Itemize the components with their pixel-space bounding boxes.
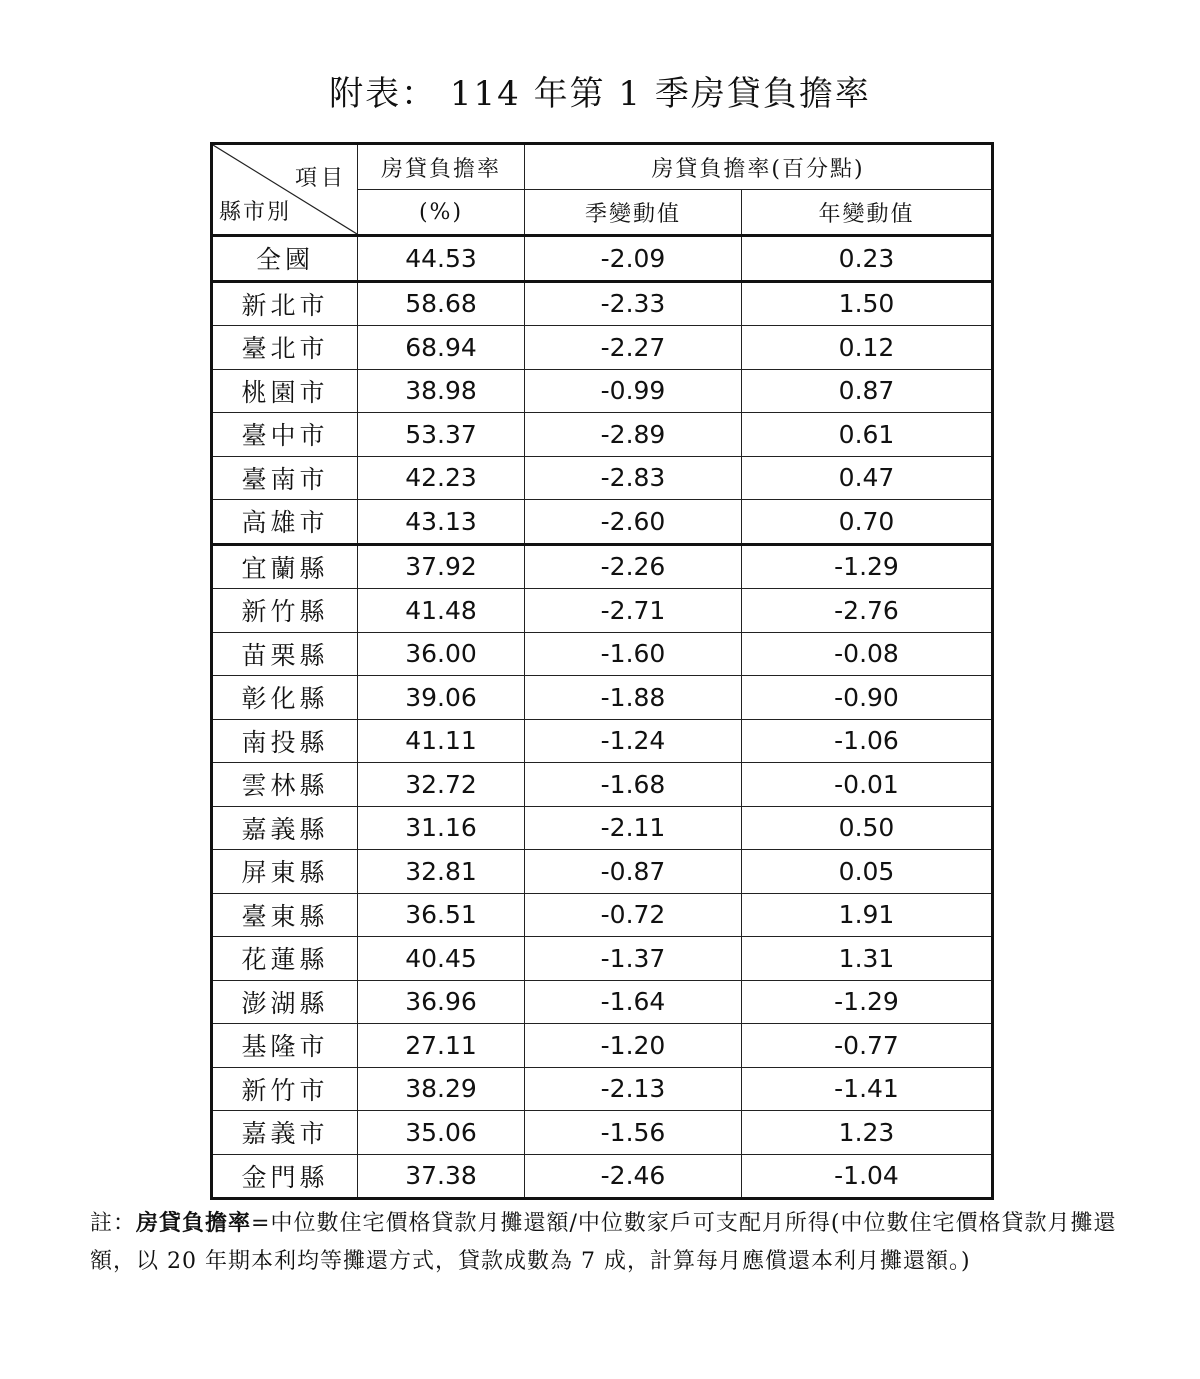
qoq-change-cell: -2.60 — [525, 500, 742, 545]
city-name-cell: 苗栗縣 — [212, 632, 358, 676]
ratio-cell: 42.23 — [358, 456, 525, 500]
yoy-change-cell: -1.41 — [742, 1067, 993, 1111]
city-name-cell: 屏東縣 — [212, 850, 358, 894]
table-row — [212, 456, 993, 500]
city-name-cell: 臺北市 — [212, 326, 358, 370]
yoy-change-cell: -0.01 — [742, 763, 993, 807]
qoq-change-cell: -2.89 — [525, 413, 742, 457]
note-prefix: 註： — [90, 1211, 137, 1236]
qoq-change-cell: -1.24 — [525, 719, 742, 763]
ratio-cell: 38.29 — [358, 1067, 525, 1111]
qoq-change-cell: -1.56 — [525, 1111, 742, 1155]
page-title: 附表： 114 年第 1 季房貸負擔率 — [329, 74, 871, 114]
city-name-cell: 新北市 — [212, 281, 358, 326]
city-name-cell: 金門縣 — [212, 1154, 358, 1199]
yoy-change-cell: 0.70 — [742, 500, 993, 545]
ratio-cell: 37.38 — [358, 1154, 525, 1199]
yoy-change-cell: -1.29 — [742, 980, 993, 1024]
yoy-change-cell: -0.77 — [742, 1024, 993, 1068]
ratio-cell: 32.72 — [358, 763, 525, 807]
table-row — [212, 236, 993, 282]
city-name-cell: 嘉義縣 — [212, 806, 358, 850]
city-name-cell: 澎湖縣 — [212, 980, 358, 1024]
yoy-change-cell: -2.76 — [742, 589, 993, 633]
qoq-change-cell: -0.72 — [525, 893, 742, 937]
yoy-change-cell: -1.29 — [742, 544, 993, 589]
city-name-cell: 南投縣 — [212, 719, 358, 763]
yoy-change-cell: 1.91 — [742, 893, 993, 937]
table-row — [212, 544, 993, 589]
qoq-change-cell: -2.11 — [525, 806, 742, 850]
ratio-cell: 68.94 — [358, 326, 525, 370]
qoq-change-cell: -2.71 — [525, 589, 742, 633]
ratio-cell: 36.96 — [358, 980, 525, 1024]
city-name-cell: 臺中市 — [212, 413, 358, 457]
note-term: 房貸負擔率 — [136, 1210, 252, 1236]
yoy-change-cell: 0.23 — [742, 236, 993, 282]
city-name-cell: 新竹市 — [212, 1067, 358, 1111]
yoy-change-cell: -1.04 — [742, 1154, 993, 1199]
table-row — [212, 719, 993, 763]
city-name-cell: 桃園市 — [212, 369, 358, 413]
table-row — [212, 326, 993, 370]
ratio-cell: 31.16 — [358, 806, 525, 850]
ratio-cell: 58.68 — [358, 281, 525, 326]
change-group-header: 房貸負擔率(百分點) — [525, 144, 993, 190]
ratio-cell: 43.13 — [358, 500, 525, 545]
table-row — [212, 632, 993, 676]
ratio-cell: 40.45 — [358, 937, 525, 981]
yoy-change-cell: -0.90 — [742, 676, 993, 720]
table-body — [212, 236, 993, 1199]
table-row — [212, 413, 993, 457]
city-name-cell: 雲林縣 — [212, 763, 358, 807]
ratio-cell: 35.06 — [358, 1111, 525, 1155]
ratio-cell: 38.98 — [358, 369, 525, 413]
mortgage-burden-table — [210, 142, 994, 1200]
city-name-cell: 花蓮縣 — [212, 937, 358, 981]
qoq-change-cell: -1.88 — [525, 676, 742, 720]
city-name-cell: 宜蘭縣 — [212, 544, 358, 589]
qoq-change-cell: -1.64 — [525, 980, 742, 1024]
ratio-unit-header: (%) — [358, 190, 525, 236]
city-header-label: 縣市別 — [219, 200, 292, 225]
qoq-change-cell: -1.60 — [525, 632, 742, 676]
qoq-change-cell: -2.13 — [525, 1067, 742, 1111]
yoy-change-cell: 1.23 — [742, 1111, 993, 1155]
ratio-cell: 39.06 — [358, 676, 525, 720]
table-row — [212, 1067, 993, 1111]
city-name-cell: 基隆市 — [212, 1024, 358, 1068]
yoy-change-cell: -1.06 — [742, 719, 993, 763]
table-row — [212, 369, 993, 413]
ratio-cell: 32.81 — [358, 850, 525, 894]
yoy-change-cell: 0.61 — [742, 413, 993, 457]
qoq-change-cell: -0.99 — [525, 369, 742, 413]
note-body: =中位數住宅價格貸款月攤還額/中位數家戶可支配月所得(中位數住宅價格貸款月攤還額，以 20 年期本利均等攤還方式，貸款成數為 7 成，計算每月應償還本利月攤還額。) — [90, 1211, 1117, 1274]
table-row — [212, 937, 993, 981]
city-name-cell: 彰化縣 — [212, 676, 358, 720]
qoq-change-cell: -2.83 — [525, 456, 742, 500]
table-row — [212, 281, 993, 326]
yoy-change-cell: 0.87 — [742, 369, 993, 413]
yoy-change-cell: 1.31 — [742, 937, 993, 981]
ratio-cell: 44.53 — [358, 236, 525, 282]
table-row — [212, 893, 993, 937]
yoy-change-cell: -0.08 — [742, 632, 993, 676]
yoy-change-cell: 1.50 — [742, 281, 993, 326]
footnote — [90, 1204, 1120, 1281]
city-name-cell: 臺東縣 — [212, 893, 358, 937]
qoq-change-cell: -2.33 — [525, 281, 742, 326]
table-row — [212, 1111, 993, 1155]
table-row — [212, 500, 993, 545]
table-row — [212, 1024, 993, 1068]
diagonal-header-cell — [212, 144, 358, 236]
city-name-cell: 高雄市 — [212, 500, 358, 545]
city-name-cell: 全國 — [212, 236, 358, 282]
ratio-cell: 36.00 — [358, 632, 525, 676]
ratio-cell: 27.11 — [358, 1024, 525, 1068]
city-name-cell: 新竹縣 — [212, 589, 358, 633]
table-row — [212, 676, 993, 720]
ratio-cell: 41.11 — [358, 719, 525, 763]
yoy-change-cell: 0.05 — [742, 850, 993, 894]
table-row — [212, 806, 993, 850]
item-header-label: 項目 — [294, 166, 347, 191]
qoq-change-cell: -1.20 — [525, 1024, 742, 1068]
ratio-cell: 37.92 — [358, 544, 525, 589]
qoq-header: 季變動值 — [525, 190, 742, 236]
yoy-change-cell: 0.47 — [742, 456, 993, 500]
qoq-change-cell: -2.27 — [525, 326, 742, 370]
table-row — [212, 980, 993, 1024]
qoq-change-cell: -1.37 — [525, 937, 742, 981]
qoq-change-cell: -2.09 — [525, 236, 742, 282]
qoq-change-cell: -2.46 — [525, 1154, 742, 1199]
table-row — [212, 589, 993, 633]
table-row — [212, 763, 993, 807]
yoy-change-cell: 0.50 — [742, 806, 993, 850]
city-name-cell: 臺南市 — [212, 456, 358, 500]
ratio-cell: 36.51 — [358, 893, 525, 937]
yoy-header: 年變動值 — [742, 190, 993, 236]
yoy-change-cell: 0.12 — [742, 326, 993, 370]
ratio-header: 房貸負擔率 — [358, 144, 525, 190]
city-name-cell: 嘉義市 — [212, 1111, 358, 1155]
ratio-cell: 53.37 — [358, 413, 525, 457]
table-row — [212, 1154, 993, 1199]
qoq-change-cell: -2.26 — [525, 544, 742, 589]
table-row — [212, 850, 993, 894]
ratio-cell: 41.48 — [358, 589, 525, 633]
qoq-change-cell: -0.87 — [525, 850, 742, 894]
qoq-change-cell: -1.68 — [525, 763, 742, 807]
